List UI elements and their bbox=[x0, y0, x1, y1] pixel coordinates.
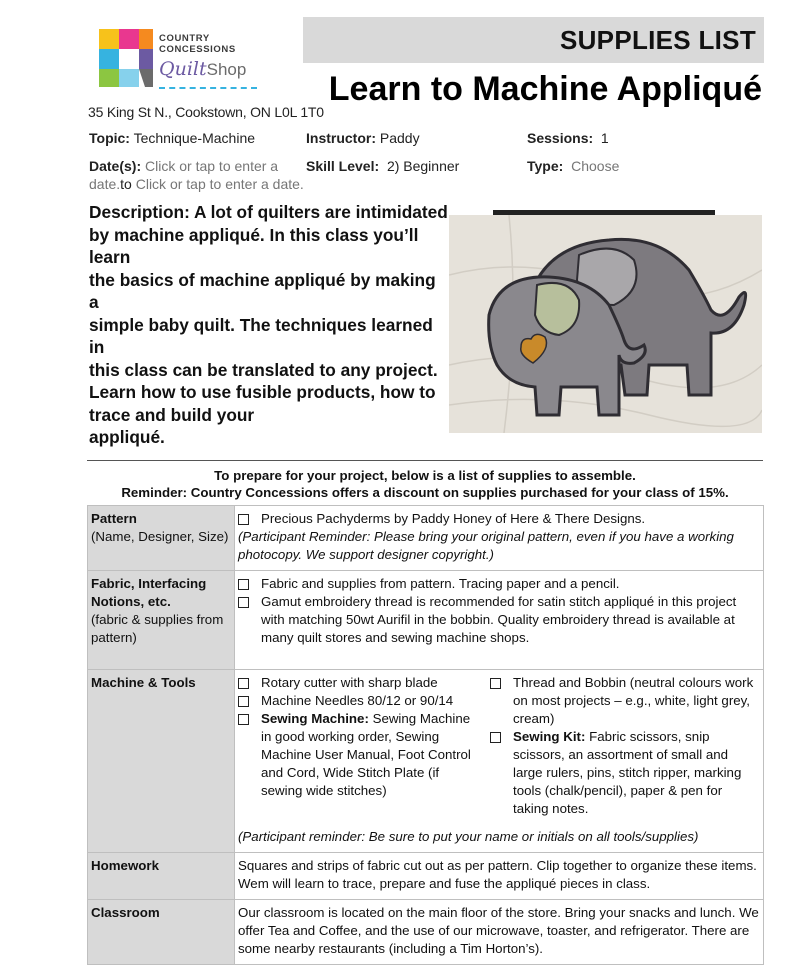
sessions-field: Sessions: 1 bbox=[527, 130, 609, 146]
type-field[interactable]: Type: Choose bbox=[527, 158, 620, 174]
prep-notice bbox=[87, 460, 763, 501]
homework-label-cell: Homework bbox=[88, 853, 235, 900]
pattern-row bbox=[88, 506, 764, 571]
needles-checkbox[interactable] bbox=[238, 696, 249, 707]
instructor-field: Instructor: Paddy bbox=[306, 130, 420, 146]
prep-line-1: To prepare for your project, below is a list of supplies to assemble. bbox=[214, 468, 636, 483]
homework-content-cell: Squares and strips of fabric cut out as per pattern. Clip together to organize these items. Wem will learn to trace, prepare and fuse the appliqué pieces in class. bbox=[235, 853, 764, 900]
logo-quilt-shop-text: QuiltShop bbox=[159, 58, 247, 80]
skill-level-field: Skill Level: 2) Beginner bbox=[306, 158, 460, 174]
logo-country-text: COUNTRY bbox=[159, 33, 210, 44]
quilt-logo-icon bbox=[97, 27, 155, 89]
sewing-machine-checkbox[interactable] bbox=[238, 714, 249, 725]
pattern-label-cell: Pattern (Name, Designer, Size) bbox=[88, 506, 235, 571]
end-date-input[interactable]: Click or tap to enter a date. bbox=[135, 176, 304, 192]
machine-label-cell: Machine & Tools bbox=[88, 670, 235, 853]
type-dropdown[interactable]: Choose bbox=[571, 158, 620, 174]
logo-concessions-text: CONCESSIONS bbox=[159, 44, 236, 55]
homework-row bbox=[88, 853, 764, 900]
start-date-input[interactable]: Click or tap to enter a bbox=[145, 158, 279, 174]
fabric-content-cell: Fabric and supplies from pattern. Tracing paper and a pencil. Gamut embroidery thread is recommended for satin stitch appliqué in this project with matching 50wt Aurifil in the bobbin. Quality embroidery thread is available at many quilt stores and sewing machine shops. bbox=[235, 571, 764, 670]
pattern-note: (Participant Reminder: Please bring your original pattern, even if you have a working photocopy. We support designer copyright.) bbox=[238, 529, 734, 562]
class-title: Learn to Machine Appliqué bbox=[328, 70, 762, 108]
fabric-row bbox=[88, 571, 764, 670]
classroom-row bbox=[88, 900, 764, 965]
classroom-label-cell: Classroom bbox=[88, 900, 235, 965]
pattern-content-cell: Precious Pachyderms by Paddy Honey of Here & There Designs. (Participant Reminder: Please bring your original pattern, even if you have a working photocopy. We support designer copyright.) bbox=[235, 506, 764, 571]
supplies-table bbox=[87, 505, 764, 965]
machine-row bbox=[88, 670, 764, 853]
sewing-kit-checkbox[interactable] bbox=[490, 732, 501, 743]
pattern-checkbox[interactable] bbox=[238, 514, 249, 525]
store-address: 35 King St N., Cookstown, ON L0L 1T0 bbox=[88, 104, 324, 120]
dates-field[interactable]: Date(s): Click or tap to enter a date.to Click or tap to enter a date. bbox=[89, 158, 304, 192]
thread-checkbox[interactable] bbox=[490, 678, 501, 689]
elephant-quilt-image bbox=[449, 215, 762, 433]
class-description: Description: A lot of quilters are intimidated by machine appliqué. In this class you’ll learn the basics of machine appliqué by making a simple baby quilt. The techniques learned in this class can be translated to any project. Learn how to use fusible products, how to trace and build your appliqué. bbox=[89, 202, 448, 447]
classroom-content-cell: Our classroom is located on the main floor of the store. Bring your snacks and lunch. We offer Tea and Coffee, and the use of our microwave, toaster, and refrigerator. There are some nearby restaurants (including a Tim Horton’s). bbox=[235, 900, 764, 965]
fabric-label-cell: Fabric, Interfacing Notions, etc. (fabric & supplies from pattern) bbox=[88, 571, 235, 670]
tools-note: (Participant reminder: Be sure to put your name or initials on all tools/supplies) bbox=[238, 829, 699, 844]
supplies-list-banner bbox=[303, 17, 764, 63]
logo-dashed-line bbox=[159, 87, 257, 89]
machine-content-cell: Rotary cutter with sharp blade Machine Needles 80/12 or 90/14 Sewing Machine: Sewing Machine in good working order, Sewing Machine User Manual, Foot Control and Cord, Wide Stitch Plate (if sewing wide stitches) Thread and Bobbin (neutral colours work on most projects – e.g., white, light grey, cream) Sewing Kit: Fabric scissors, snip scissors, an assortment of small and large rulers, pins, stitch ripper, marking tools (chalk/pencil), paper & pen for taking notes. (Participant reminder: Be sure to put your name or initials on all tools/supplies) bbox=[235, 670, 764, 853]
store-logo bbox=[97, 27, 267, 99]
supplies-list-title: SUPPLIES LIST bbox=[559, 25, 756, 55]
fabric-checkbox-1[interactable] bbox=[238, 579, 249, 590]
topic-field: Topic: Technique-Machine bbox=[89, 130, 256, 146]
fabric-checkbox-2[interactable] bbox=[238, 597, 249, 608]
prep-line-2: Reminder: Country Concessions offers a discount on supplies purchased for your class of 15%. bbox=[121, 485, 729, 500]
rotary-cutter-checkbox[interactable] bbox=[238, 678, 249, 689]
